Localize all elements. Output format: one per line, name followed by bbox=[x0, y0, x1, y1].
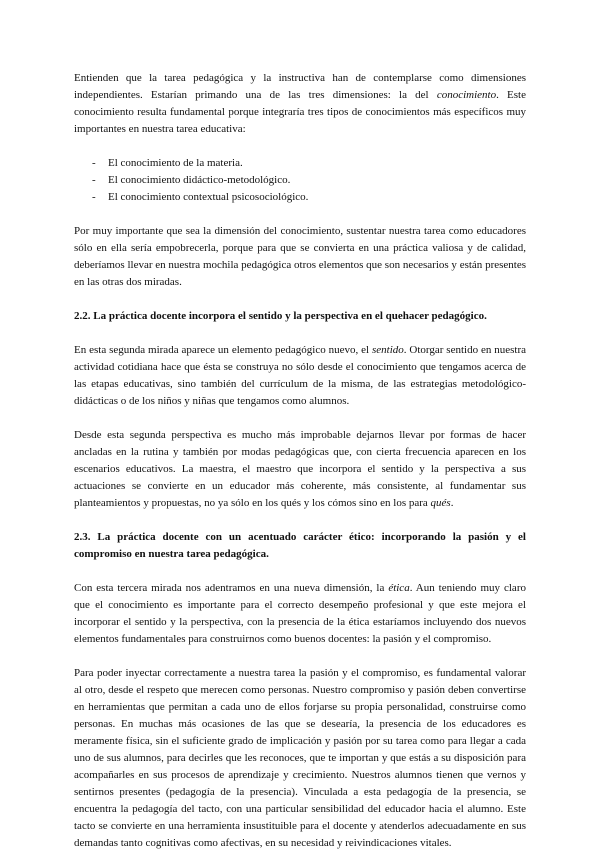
paragraph-knowledge-importance: Por muy importante que sea la dimensión del conocimiento, sustentar nuestra tarea como educadores sólo en ella sería empobrecerla, porque para que se convierta en una práctica valiosa y de calidad, deberíamos llevar en nuestra mochila pedagógica otros elementos que son necesarios y están presentes en las otras dos miradas. bbox=[74, 225, 526, 288]
emphasis-ques: qués bbox=[430, 497, 451, 509]
paragraph-dimensions: Entienden que la tarea pedagógica y la instructiva han de contemplarse como dimensiones independientes. Estarían primando una de las tres dimensiones: la del conocimiento. Este conocimiento resulta fundamental porque integraría tres tipos de conocimientos más específicos muy importantes en nuestra tarea educativa: bbox=[74, 72, 526, 135]
emphasis-conocimiento: conocimiento bbox=[436, 89, 497, 101]
section-heading-2-2: 2.2. La práctica docente incorpora el sentido y la perspectiva en el quehacer pedagógico. bbox=[74, 310, 487, 322]
list-item: - El conocimiento didáctico-metodológico. bbox=[92, 174, 291, 186]
emphasis-sentido: sentido bbox=[371, 344, 404, 356]
section-heading-2-3: 2.3. La práctica docente con un acentuado carácter ético: incorporando la pasión y el compromiso en nuestra tarea pedagógica. bbox=[74, 531, 526, 560]
list-item: - El conocimiento contextual psicosociológico. bbox=[92, 191, 309, 203]
knowledge-list bbox=[74, 155, 526, 206]
paragraph-sentido: En esta segunda mirada aparece un elemento pedagógico nuevo, el sentido. Otorgar sentido en nuestra actividad cotidiana hace que ésta se construya no sólo desde el conocimiento que tengamos acerca de las etapas educativas, sino también del currículum de la misma, de las estrategias metodológico-didácticas o de los niños y niñas que tengamos como alumnos. bbox=[74, 344, 526, 407]
paragraph-etica: Con esta tercera mirada nos adentramos en una nueva dimensión, la ética. Aun teniendo muy claro que el conocimiento es importante para el correcto desempeño profesional y que este mejora el incorporar el sentido y la perspectiva, con la presencia de la ética estaríamos incluyendo dos nuevos elementos fundamentales para construirnos como buenos docentes: la pasión y el compromiso. bbox=[74, 582, 526, 645]
list-item: - El conocimiento de la materia. bbox=[92, 157, 243, 169]
paragraph-perspectiva: Desde esta segunda perspectiva es mucho más improbable dejarnos llevar por formas de hacer ancladas en la rutina y también por modas pedagógicas que, con cierta frecuencia aparecen en los escenarios educativos. La maestra, el maestro que incorpora el sentido y la perspectiva a sus actuaciones se convierte en un educador más coherente, más consistente, al fundamentar sus planteamientos y propuestas, no ya sólo en los qués y los cómos sino en los para qués. bbox=[74, 429, 526, 509]
paragraph-pasion-compromiso: Para poder inyectar correctamente a nuestra tarea la pasión y el compromiso, es fundamental valorar al otro, desde el respeto que merecen como personas. Nuestro compromiso y pasión deben convertirse en herramientas que permitan a cada uno de ellos forjarse su propia personalidad, construirse como personas. En muchas más ocasiones de las que se desearía, la presencia de los educadores es meramente física, sin el suficiente grado de implicación y pasión por su tarea como para llegar a cada uno de sus alumnos, para decirles que les reconoces, que te importan y que estás a su disposición para acompañarles en sus procesos de aprendizaje y crecimiento. Nuestros alumnos tienen que vernos y sentirnos presentes (pedagogía de la presencia). Vinculada a esta pedagogía de la presencia, se encuentra la pedagogía del tacto, con una particular sensibilidad del educador hacia el alumno. Este tacto se convierte en una herramienta insustituible para el docente y atenderlos adecuadamente en sus demandas tanto cognitivas como afectivas, en su necesidad y reivindicaciones vitales. bbox=[74, 667, 526, 849]
emphasis-etica: ética bbox=[388, 582, 410, 594]
